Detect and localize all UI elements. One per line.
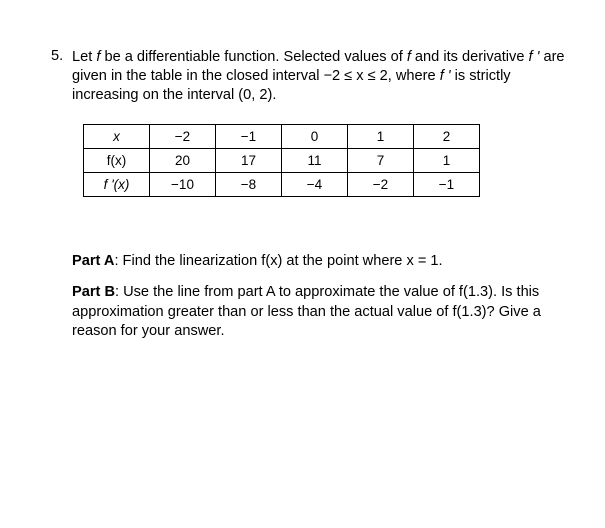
row-label-fprime: f '(x) (84, 173, 150, 197)
stem-text-1: Let (72, 49, 97, 65)
x-value: 0 (282, 125, 348, 149)
table-row-fprime (84, 173, 480, 197)
stem-text-3: and its derivative (410, 49, 529, 65)
header-label-x: x (84, 125, 150, 149)
part-a (72, 253, 577, 269)
f-value: 1 (414, 149, 480, 173)
part-b-text: : Use the line from part A to approximate the value of f(1.3). Is this approximation greater than or less than the actual value of f(1.3)? Give a reason for your answer. (72, 284, 541, 339)
fprime-value: −8 (216, 173, 282, 197)
row-label-f: f(x) (84, 149, 150, 173)
f-value: 7 (348, 149, 414, 173)
x-value: −1 (216, 125, 282, 149)
derivative-f-2: f ' (439, 68, 451, 84)
x-value: −2 (150, 125, 216, 149)
fprime-value: −4 (282, 173, 348, 197)
stem-text-2: be a differentiable function. Selected values of (100, 49, 407, 65)
function-f: f (96, 49, 101, 65)
problem-number: 5. (51, 48, 64, 64)
function-f-2: f (406, 49, 411, 65)
table-row-f (84, 149, 480, 173)
derivative-f: f ' (528, 49, 540, 65)
values-table (83, 124, 480, 197)
part-b-label: Part B (72, 284, 115, 300)
x-value: 2 (414, 125, 480, 149)
stem-text-4: are given in the table in the closed interval −2 ≤ x ≤ 2, where (72, 49, 565, 84)
part-b (72, 283, 577, 342)
fprime-value: −2 (348, 173, 414, 197)
fprime-value: −10 (150, 173, 216, 197)
f-value: 17 (216, 149, 282, 173)
f-value: 11 (282, 149, 348, 173)
part-a-text: : Find the linearization f(x) at the point where x = 1. (114, 253, 443, 269)
x-value: 1 (348, 125, 414, 149)
problem-stem (72, 48, 577, 105)
stem-text-5: is strictly increasing on the interval (0, 2). (72, 68, 511, 103)
fprime-value: −1 (414, 173, 480, 197)
table-header-row (84, 125, 480, 149)
part-a-label: Part A (72, 253, 115, 269)
f-value: 20 (150, 149, 216, 173)
